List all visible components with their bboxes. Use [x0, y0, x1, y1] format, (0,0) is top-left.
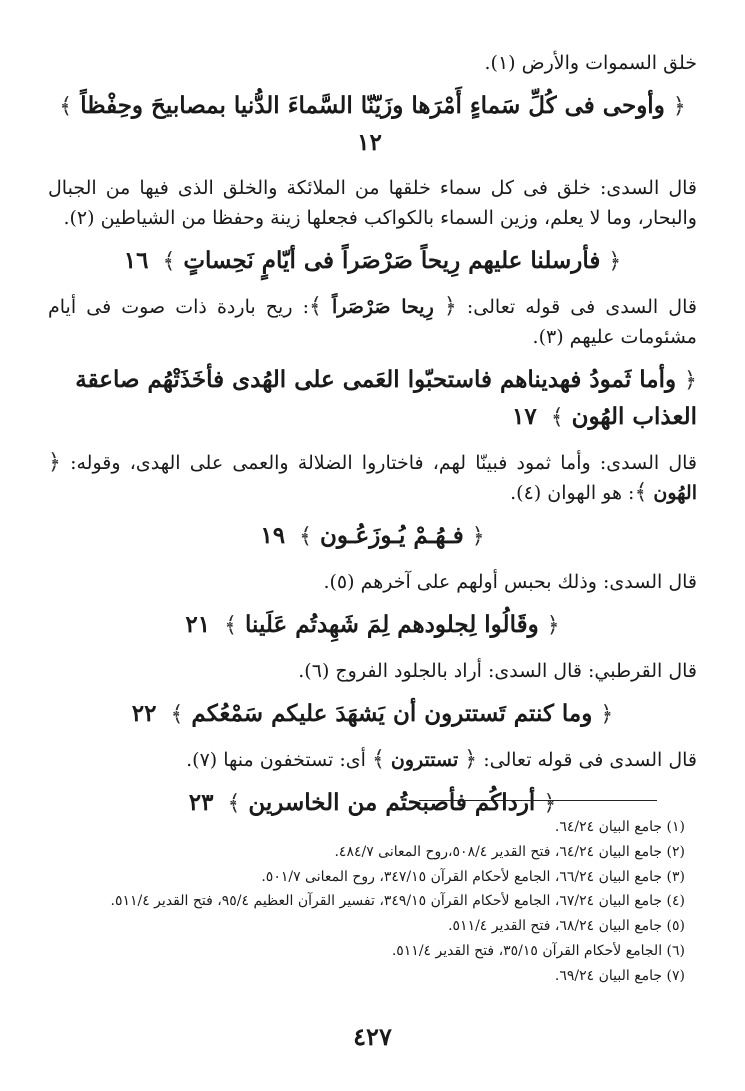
- ornate-bracket-open-icon: ﴿: [471, 524, 485, 549]
- footnote-1: (١) جامع البيان ٦٤/٢٤.: [554, 819, 685, 835]
- commentary-text: قال السدى: وأما ثمود فبينّا لهم، فاختاروا الضلالة والعمى على الهدى، وقوله:: [70, 452, 697, 474]
- footnotes: [40, 815, 685, 989]
- ornate-bracket-open-icon: ﴿: [443, 294, 457, 319]
- ornate-bracket-open-icon: ﴿: [608, 249, 622, 274]
- commentary-16: [48, 292, 697, 352]
- ayah-text: وقَالُوا لِجلودهم لِمَ شَهِدتُم عَلَينا: [245, 611, 539, 638]
- ornate-bracket-open-icon: ﴿: [48, 450, 61, 475]
- quoted-word: تستترون: [390, 749, 459, 771]
- ayah-number: ١٦: [123, 247, 149, 274]
- ayah-22: [48, 696, 697, 733]
- commentary-19: قال السدى: وذلك بحبس أولهم على آخرهم (٥).: [323, 571, 697, 593]
- ornate-bracket-open-icon: ﴿: [600, 702, 614, 727]
- footnote-3: (٣) جامع البيان ٦٦/٢٤، الجامع لأحكام القرآن ٣٤٧/١٥، روح المعانى ٥٠١/٧.: [261, 868, 685, 885]
- ornate-bracket-close-icon: ﴾: [224, 613, 238, 638]
- ornate-bracket-close-icon: ﴾: [371, 747, 385, 772]
- ornate-bracket-open-icon: ﴿: [684, 368, 697, 393]
- ayah-17: [48, 362, 697, 436]
- ornate-bracket-open-icon: ﴿: [464, 747, 478, 772]
- commentary-12: قال السدى: خلق فى كل سماء خلقها من الملائكة والخلق الذى فيها من الجبال والبحار، وما لا يعلم، وزين السماء بالكواكب فجعلها زينة وحفظا من الشياطين (٢).: [48, 177, 697, 229]
- ayah-text: فـهُـمْ يُـوزَعُـون: [319, 522, 464, 549]
- ayah-12: [48, 88, 697, 161]
- paragraph-line1: خلق السموات والأرض (١).: [484, 52, 697, 74]
- ayah-16: [48, 243, 697, 280]
- ayah-19: [48, 518, 697, 555]
- commentary-22: [48, 745, 697, 775]
- ayah-text: فأرسلنا عليهم رِيحاً صَرْصَراً فى أيّامٍ نَحِساتٍ: [183, 247, 601, 274]
- ornate-bracket-close-icon: ﴾: [59, 94, 73, 119]
- page-number: ٤٢٧: [353, 1022, 392, 1051]
- ornate-bracket-close-icon: ﴾: [170, 702, 184, 727]
- quoted-word: رِيحا صَرْصَراً: [332, 296, 434, 318]
- footnote-7: (٧) جامع البيان ٦٩/٢٤.: [554, 967, 685, 984]
- commentary-text: : هو الهوان (٤).: [510, 482, 635, 504]
- ayah-number: ١٩: [260, 522, 286, 549]
- ornate-bracket-open-icon: ﴿: [672, 94, 686, 119]
- commentary-text: قال السدى فى قوله تعالى:: [483, 749, 697, 771]
- ornate-bracket-close-icon: ﴾: [227, 791, 241, 816]
- ornate-bracket-close-icon: ﴾: [550, 405, 564, 430]
- footnote-2: (٢) جامع البيان ٦٤/٢٤، فتح القدير ٥٠٨/٤،روح المعانى ٤٨٤/٧.: [334, 843, 685, 860]
- commentary-text: قال السدى فى قوله تعالى:: [466, 296, 697, 318]
- footnote-5: (٥) جامع البيان ٦٨/٢٤، فتح القدير ٥١١/٤.: [448, 918, 685, 935]
- ayah-text: وأما ثَمودُ فهديناهم فاستحبّوا العَمى على الهُدى فأخَذَتْهُم صاعقة العذاب الهُون: [75, 366, 697, 430]
- ayah-number: ١٧: [511, 403, 537, 430]
- ornate-bracket-close-icon: ﴾: [162, 249, 176, 274]
- commentary-17: [48, 448, 697, 508]
- footnote-6: (٦) الجامع لأحكام القرآن ٣٥/١٥، فتح القدير ٥١١/٤.: [391, 942, 685, 959]
- quoted-word: الهُون: [653, 482, 697, 504]
- commentary-21: قال القرطبي: قال السدى: أراد بالجلود الفروج (٦).: [298, 660, 697, 682]
- footnote-4: (٤) جامع البيان ٦٧/٢٤، الجامع لأحكام القرآن ٣٤٩/١٥، تفسير القرآن العظيم ٩٥/٤، فتح القدير ٥١١/٤.: [110, 893, 685, 910]
- ayah-text: أرداكُم فأصبحتُم من الخاسرين: [248, 789, 536, 816]
- ornate-bracket-open-icon: ﴿: [546, 613, 560, 638]
- ornate-bracket-open-icon: ﴿: [543, 791, 557, 816]
- ayah-number: ٢٣: [188, 789, 214, 816]
- ayah-number: ٢٢: [131, 700, 157, 727]
- commentary-text: أى: تستخفون منها (٧).: [186, 749, 366, 771]
- ayah-number: ٢١: [185, 611, 211, 638]
- commentary-text: : ريح باردة ذات صوت فى أيام مشئومات عليهم (٣).: [48, 296, 697, 348]
- ayah-text: وما كنتم تَستترون أن يَشهَدَ عليكم سَمْعُكم: [191, 700, 593, 727]
- ornate-bracket-close-icon: ﴾: [299, 524, 312, 549]
- ornate-bracket-close-icon: ﴾: [309, 294, 322, 319]
- ayah-number: ١٢: [357, 129, 382, 156]
- ayah-text: وأوحى فى كُلِّ سَماءٍ أَمْرَها وزَيّنّا السَّماءَ الدُّنيا بمصابيحَ وحِفْظاً: [80, 92, 665, 119]
- ayah-21: [48, 607, 697, 644]
- ornate-bracket-close-icon: ﴾: [634, 480, 648, 505]
- footnote-divider: [419, 800, 657, 801]
